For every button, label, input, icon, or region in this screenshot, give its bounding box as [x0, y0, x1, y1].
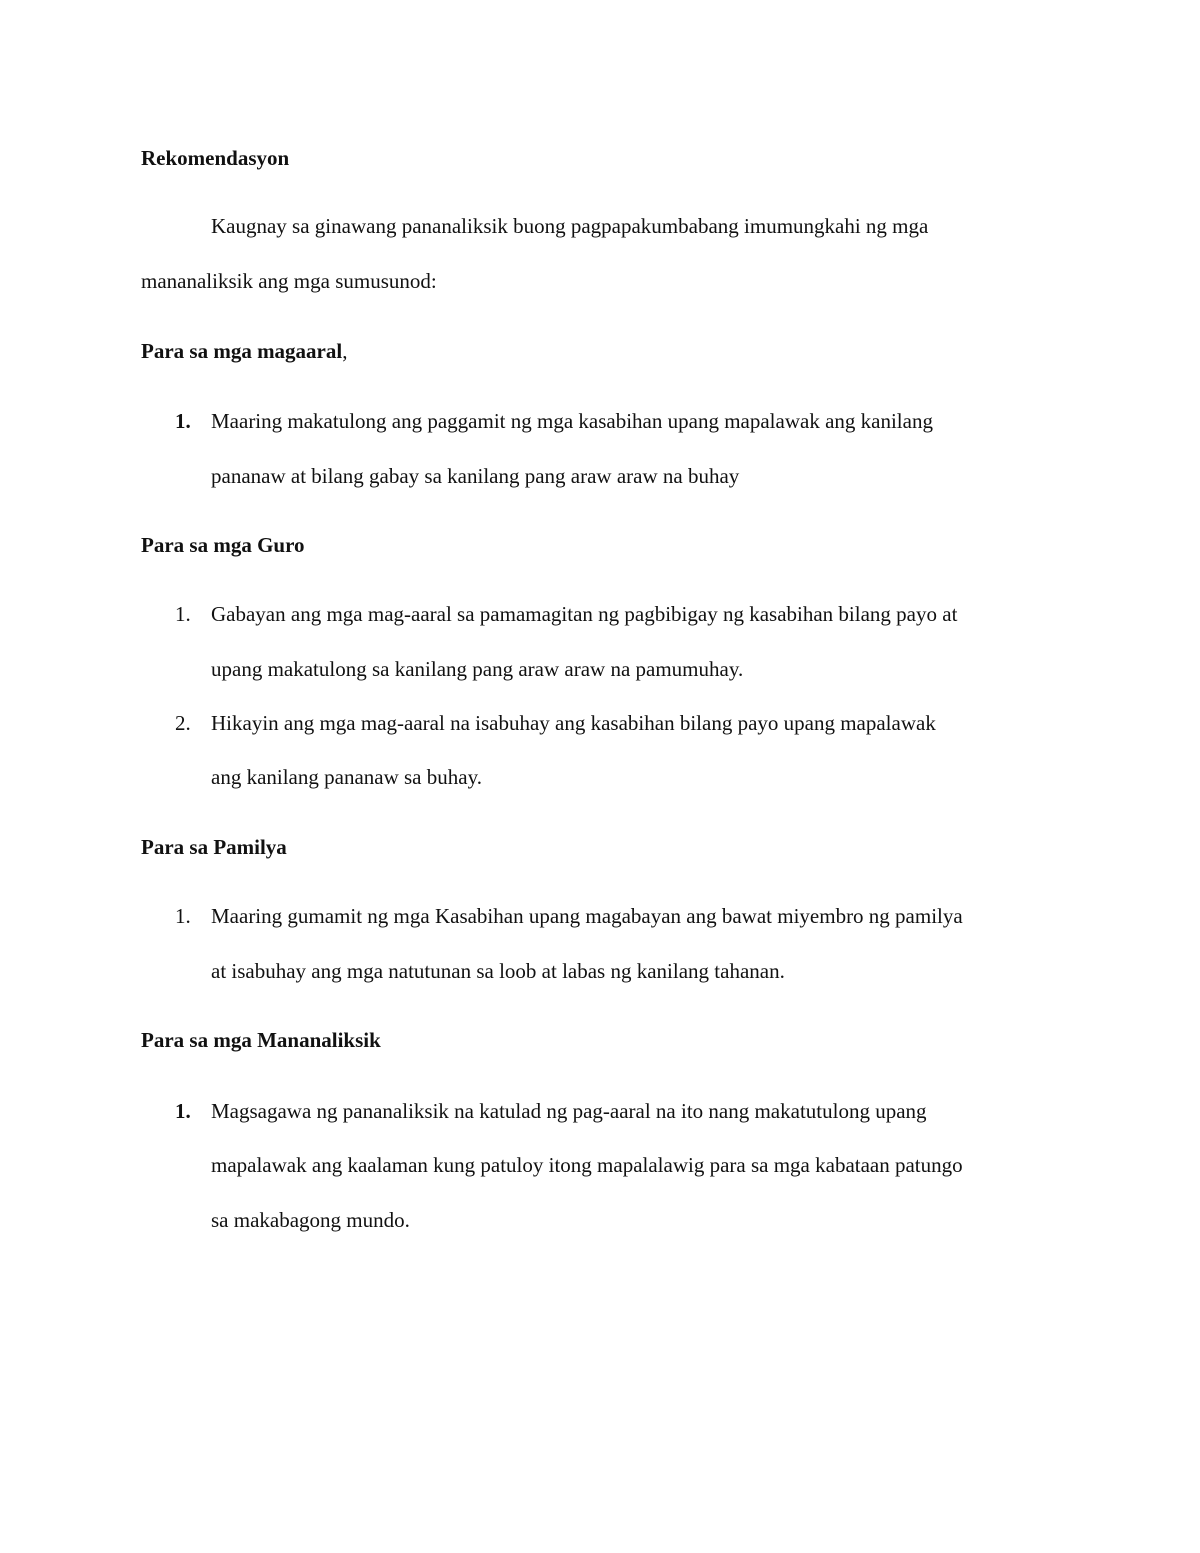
- list-item-line: mapalawak ang kaalaman kung patuloy itong mapalalawig para sa mga kabataan patungo: [211, 1153, 963, 1177]
- list-item-line: Maaring gumamit ng mga Kasabihan upang magabayan ang bawat miyembro ng pamilya: [211, 904, 963, 928]
- intro-line-1: Kaugnay sa ginawang pananaliksik buong pagpapakumbabang imumungkahi ng mga: [211, 214, 929, 238]
- list-item-line: upang makatulong sa kanilang pang araw araw na pamumuhay.: [211, 657, 744, 681]
- list-number: 1.: [175, 904, 191, 928]
- list-item-line: at isabuhay ang mga natutunan sa loob at labas ng kanilang tahanan.: [211, 959, 785, 983]
- list-item-line: pananaw at bilang gabay sa kanilang pang araw araw na buhay: [211, 464, 740, 488]
- section-heading-text: Para sa mga magaaral: [141, 339, 343, 363]
- section-heading-magaaral: [141, 341, 347, 362]
- list-item-line: Magsagawa ng pananaliksik na katulad ng pag-aaral na ito nang makatutulong upang: [211, 1099, 927, 1123]
- list-number: 1.: [175, 409, 191, 433]
- list-item-line: Gabayan ang mga mag-aaral sa pamamagitan ng pagbibigay ng kasabihan bilang payo at: [211, 602, 958, 626]
- section-heading-pamilya: Para sa Pamilya: [141, 835, 287, 859]
- list-item-line: sa makabagong mundo.: [211, 1208, 410, 1232]
- list-number: 1.: [175, 1099, 191, 1123]
- intro-line-2: mananaliksik ang mga sumusunod:: [141, 269, 437, 293]
- list-item-line: Hikayin ang mga mag-aaral na isabuhay ang kasabihan bilang payo upang mapalawak: [211, 711, 936, 735]
- section-heading-mananaliksik: Para sa mga Mananaliksik: [141, 1028, 381, 1052]
- section-heading-suffix: ,: [342, 339, 348, 363]
- list-item-line: Maaring makatulong ang paggamit ng mga kasabihan upang mapalawak ang kanilang: [211, 409, 933, 433]
- list-number: 1.: [175, 602, 191, 626]
- document-title: Rekomendasyon: [141, 146, 290, 170]
- list-number: 2.: [175, 711, 191, 735]
- list-item-line: ang kanilang pananaw sa buhay.: [211, 765, 482, 789]
- section-heading-guro: Para sa mga Guro: [141, 533, 305, 557]
